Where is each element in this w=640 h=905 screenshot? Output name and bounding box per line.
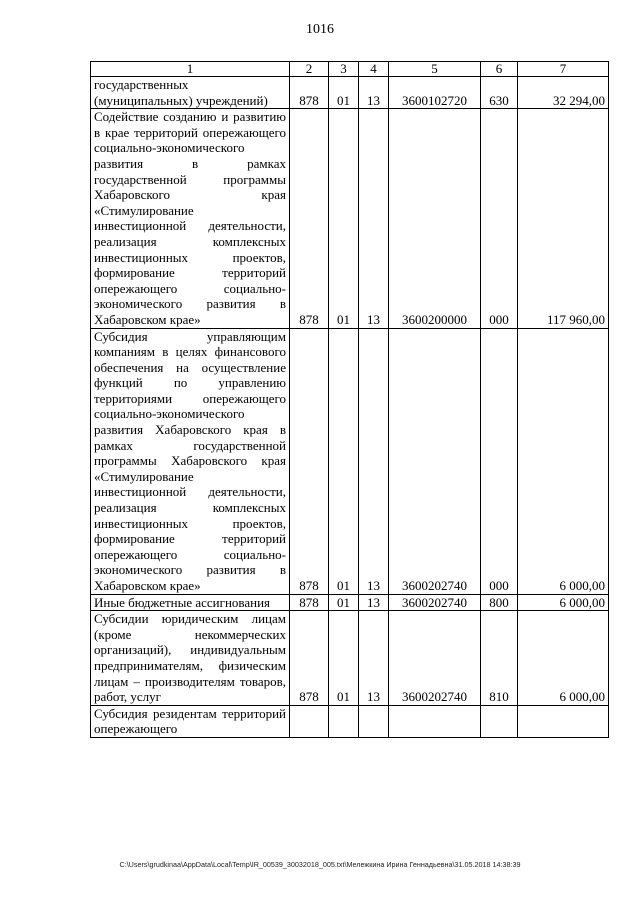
section-code: 01 [329,109,359,328]
budget-table [90,61,609,738]
table-row [91,109,609,328]
expense-type-code: 630 [481,77,518,109]
ministry-code: 878 [290,109,329,328]
ministry-code [290,705,329,737]
row-name: Содействие созданию и развитию в крае территорий опережающего социально-экономического развития в рамках государственной программы Хабаровского края «Стимулирование инвестиционной деятельности, реализация комплексных инвестиционных проектов, формирование территорий опережающего социально-экономического развития в Хабаровском крае» [91,109,290,328]
target-article-code: 3600202740 [389,611,481,706]
ministry-code: 878 [290,611,329,706]
row-name: Субсидия управляющим компаниям в целях финансового обеспечения на осуществление функций по управлению территориями опережающего социально-экономического развития Хабаровского края в рамках государственной программы Хабаровского края «Стимулирование инвестиционной деятельности, реализация комплексных инвестиционных проектов, формирование территорий опережающего социально-экономического развития в Хабаровском крае» [91,328,290,594]
column-header: 3 [329,62,359,77]
column-header: 4 [359,62,389,77]
row-name: государственных (муниципальных) учреждений) [91,77,290,109]
expense-type-code: 810 [481,611,518,706]
section-code: 01 [329,328,359,594]
table-row [91,594,609,611]
target-article-code [389,705,481,737]
expense-type-code: 800 [481,594,518,611]
table-row [91,611,609,706]
amount: 6 000,00 [518,594,609,611]
column-header: 2 [290,62,329,77]
table-row [91,705,609,737]
expense-type-code [481,705,518,737]
subsection-code: 13 [359,328,389,594]
amount: 117 960,00 [518,109,609,328]
subsection-code: 13 [359,109,389,328]
column-header: 6 [481,62,518,77]
table-row [91,328,609,594]
target-article-code: 3600102720 [389,77,481,109]
subsection-code: 13 [359,594,389,611]
section-code: 01 [329,611,359,706]
table-row [91,77,609,109]
target-article-code: 3600202740 [389,328,481,594]
expense-type-code: 000 [481,109,518,328]
section-code: 01 [329,594,359,611]
column-header: 1 [91,62,290,77]
ministry-code: 878 [290,77,329,109]
table-header-row [91,62,609,77]
subsection-code [359,705,389,737]
amount [518,705,609,737]
row-name: Субсидии юридическим лицам (кроме некоммерческих организаций), индивидуальным предпринимателям, физическим лицам – производителям товаров, работ, услуг [91,611,290,706]
section-code: 01 [329,77,359,109]
section-code [329,705,359,737]
subsection-code: 13 [359,77,389,109]
amount: 6 000,00 [518,328,609,594]
target-article-code: 3600202740 [389,594,481,611]
amount: 6 000,00 [518,611,609,706]
amount: 32 294,00 [518,77,609,109]
expense-type-code: 000 [481,328,518,594]
column-header: 5 [389,62,481,77]
row-name: Субсидия резидентам территорий опережающего [91,705,290,737]
target-article-code: 3600200000 [389,109,481,328]
row-name: Иные бюджетные ассигнования [91,594,290,611]
subsection-code: 13 [359,611,389,706]
ministry-code: 878 [290,328,329,594]
column-header: 7 [518,62,609,77]
ministry-code: 878 [290,594,329,611]
document-footer-path: C:\Users\grudkinaa\AppData\Local\Temp\IR_00539_30032018_005.txt\Мележкина Ирина Геннадьевна\31.05.2018 14:38:39 [119,860,521,869]
page-number: 1016 [306,22,334,37]
